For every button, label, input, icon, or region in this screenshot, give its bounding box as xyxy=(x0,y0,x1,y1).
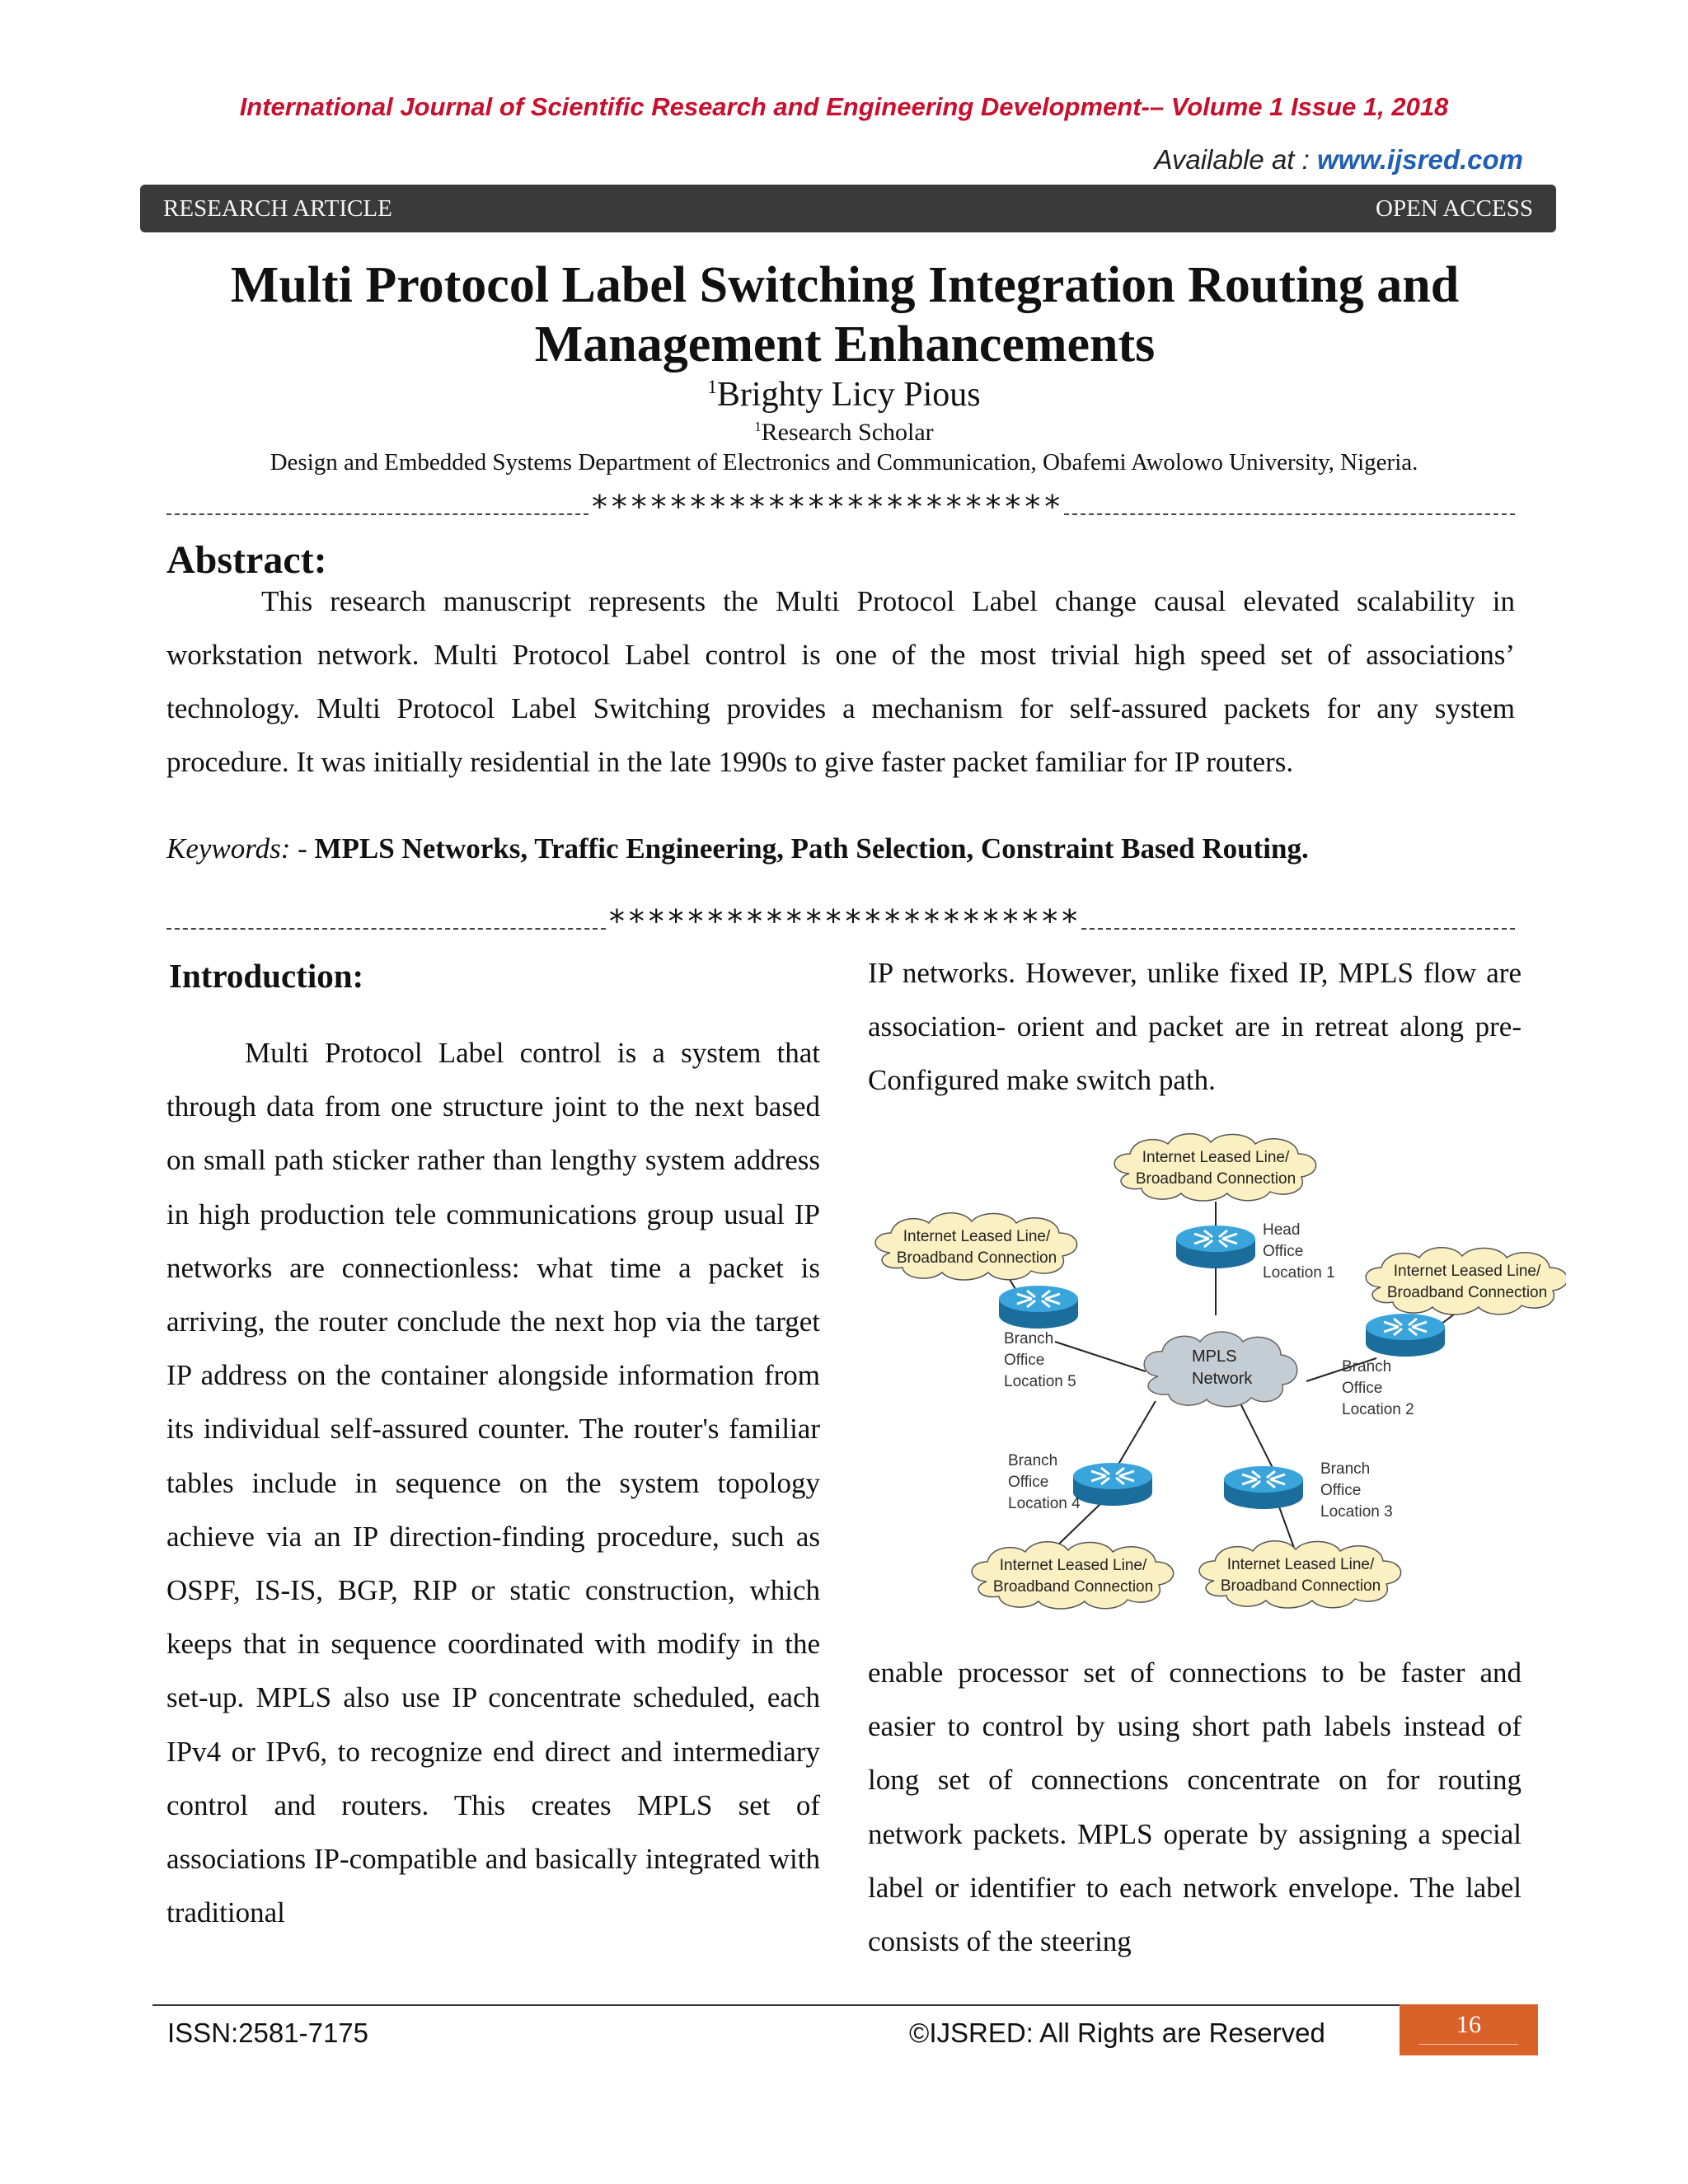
svg-text:Office: Office xyxy=(1263,1243,1304,1260)
open-access-label: OPEN ACCESS xyxy=(1376,194,1533,222)
router-icon xyxy=(999,1286,1078,1329)
node-label-location-4 xyxy=(1008,1452,1081,1512)
router-icon xyxy=(1224,1466,1303,1509)
abstract-text: This research manuscript represents the Multi Protocol Label change causal elevated scalability in workstation network. Multi Protocol Label control is one of the most trivial high speed set of associations’ technology. Multi Protocol Label Switching provides a mechanism for self-assured packets for any system procedure. It was initially residential in the late 1990s to give faster packet familiar for IP routers. xyxy=(166,585,1515,778)
separator-dash-left xyxy=(166,513,588,515)
router-icon xyxy=(1366,1314,1445,1357)
journal-header: International Journal of Scientific Research and Engineering Development-– Volume 1 Issue 1, 2018 xyxy=(239,92,1449,121)
introduction-left-column: Multi Protocol Label control is a system that through data from one structure joint to the next based on small path sticker rather than lengthy system address in high production tele communications group usual IP networks are connectionless: what time a packet is arriving, the router conclude the next hop via the target IP address on the container alongside information from its individual self-assured counter. The router's familiar tables include in sequence on the system topology achieve via an IP direction-finding procedure, such as OSPF, IS-IS, BGP, RIP or static construction, which keeps that in sequence coordinated with modify in the set-up. MPLS also use IP concentrate scheduled, each IPv4 or IPv6, to recognize end direct and intermediary control and routers. This creates MPLS set of associations IP-compatible and basically integrated with traditional xyxy=(166,1037,820,1929)
separator-bottom xyxy=(166,903,1515,940)
node-label-location-1 xyxy=(1263,1221,1335,1282)
svg-text:Branch: Branch xyxy=(1008,1452,1058,1469)
author-affiliation: Design and Embedded Systems Department of Electronics and Communication, Obafemi Awolowo University, Nigeria. xyxy=(270,449,1418,476)
introduction-right-column-top: IP networks. However, unlike fixed IP, MPLS flow are association- orient and packet are in retreat along pre-Configured make switch path. xyxy=(868,957,1522,1097)
svg-text:Broadband Connection: Broadband Connection xyxy=(1135,1170,1296,1188)
paper-title: Multi Protocol Label Switching Integration Routing and Management Enhancements xyxy=(230,257,1460,373)
available-label: Available at : xyxy=(1154,144,1317,175)
svg-text:Location 1: Location 1 xyxy=(1263,1264,1335,1282)
svg-text:MPLS: MPLS xyxy=(1192,1347,1237,1366)
svg-text:Office: Office xyxy=(1004,1352,1045,1369)
svg-text:Internet Leased Line/: Internet Leased Line/ xyxy=(1393,1263,1541,1280)
author-name-text: Brighty Licy Pious xyxy=(716,376,981,414)
footer-copyright: ©IJSRED: All Rights are Reserved xyxy=(909,2018,1325,2048)
introduction-heading: Introduction: xyxy=(169,957,364,995)
svg-text:Internet Leased Line/: Internet Leased Line/ xyxy=(1142,1149,1290,1166)
separator-dash-left xyxy=(166,928,606,930)
router-icon xyxy=(1073,1463,1152,1506)
article-type-label: RESEARCH ARTICLE xyxy=(163,194,392,222)
page-number: 16 xyxy=(1456,2011,1481,2038)
journal-url-link[interactable]: www.ijsred.com xyxy=(1316,144,1523,175)
svg-text:Broadband Connection: Broadband Connection xyxy=(896,1249,1057,1267)
internet-cloud-top xyxy=(1114,1134,1316,1201)
mpls-network-cloud xyxy=(1144,1332,1297,1407)
article-type-bar xyxy=(140,185,1556,232)
separator-stars: ************************ xyxy=(607,903,1081,940)
internet-cloud-right xyxy=(1366,1248,1566,1315)
link-loc4-mpls xyxy=(1117,1401,1156,1467)
introduction-right-column-bottom: enable processor set of connections to be faster and easier to control by using short path labels instead of long set of connections concentrate on for routing network packets. MPLS operate by assigning a special label or identifier to each network envelope. The label consists of the steering xyxy=(868,1657,1522,1958)
node-label-location-3 xyxy=(1320,1460,1393,1521)
svg-text:Branch: Branch xyxy=(1004,1330,1054,1347)
keywords-text: MPLS Networks, Traffic Engineering, Path Selection, Constraint Based Routing. xyxy=(314,832,1309,865)
role-superscript: 1 xyxy=(754,419,762,434)
author-superscript: 1 xyxy=(707,376,717,397)
page-number-underline xyxy=(1419,2044,1518,2045)
svg-text:Broadband Connection: Broadband Connection xyxy=(1386,1284,1548,1301)
separator-dash-right xyxy=(1064,513,1515,515)
svg-text:Office: Office xyxy=(1320,1482,1362,1499)
svg-text:Location 2: Location 2 xyxy=(1342,1401,1414,1418)
link-loc5-mpls xyxy=(1055,1342,1146,1371)
page-number-box xyxy=(1400,2004,1538,2055)
svg-text:Branch: Branch xyxy=(1342,1358,1392,1376)
svg-text:Location 4: Location 4 xyxy=(1008,1495,1081,1512)
svg-text:Broadband Connection: Broadband Connection xyxy=(992,1578,1154,1596)
author-role-text: Research Scholar xyxy=(761,419,934,446)
mpls-network-figure xyxy=(865,1119,1566,1614)
abstract-heading: Abstract: xyxy=(166,538,327,582)
svg-text:Internet Leased Line/: Internet Leased Line/ xyxy=(903,1228,1051,1245)
keywords-line xyxy=(166,832,1309,865)
svg-text:Branch: Branch xyxy=(1320,1460,1371,1478)
footer-rule xyxy=(152,2004,1400,2006)
author-name xyxy=(0,375,1688,415)
svg-text:Broadband Connection: Broadband Connection xyxy=(1220,1577,1381,1595)
footer-issn: ISSN:2581-7175 xyxy=(167,2018,369,2048)
internet-cloud-bottom-left xyxy=(972,1542,1174,1609)
internet-cloud-left xyxy=(875,1213,1077,1280)
svg-text:Office: Office xyxy=(1008,1474,1049,1491)
author-role xyxy=(0,419,1688,447)
svg-text:Internet Leased Line/: Internet Leased Line/ xyxy=(1226,1556,1375,1573)
separator-dash-right xyxy=(1081,928,1515,930)
keywords-label: Keywords: xyxy=(166,832,291,865)
svg-text:Head: Head xyxy=(1263,1221,1301,1239)
svg-text:Location 5: Location 5 xyxy=(1004,1373,1076,1390)
keywords-dash: - xyxy=(290,832,315,865)
svg-text:Network: Network xyxy=(1192,1370,1253,1388)
internet-cloud-bottom-right xyxy=(1199,1541,1401,1608)
separator-top xyxy=(166,489,1515,525)
node-label-location-5 xyxy=(1004,1330,1076,1390)
node-label-location-2 xyxy=(1342,1358,1414,1418)
router-icon xyxy=(1176,1226,1255,1268)
svg-text:Location 3: Location 3 xyxy=(1320,1503,1393,1521)
availability-line xyxy=(1154,144,1523,176)
link-loc3-mpls xyxy=(1240,1404,1273,1469)
svg-text:Office: Office xyxy=(1342,1380,1383,1397)
separator-stars: ************************ xyxy=(590,489,1063,525)
svg-text:Internet Leased Line/: Internet Leased Line/ xyxy=(999,1557,1147,1574)
